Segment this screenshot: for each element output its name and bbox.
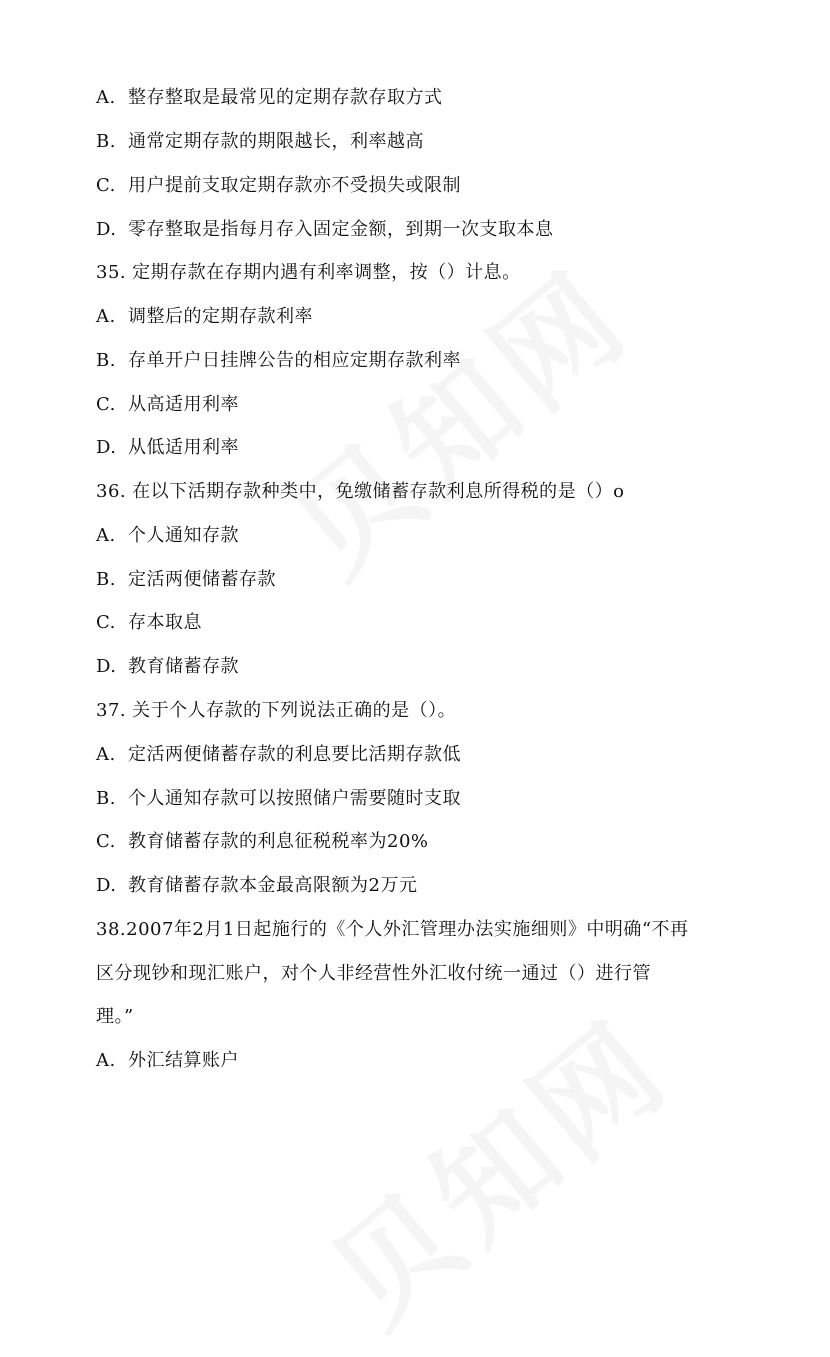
option-letter: A. (96, 744, 116, 765)
option-letter: A. (96, 1050, 116, 1071)
question-35 (96, 261, 521, 285)
option-text: 外汇结算账户 (128, 1050, 239, 1071)
option-letter: D. (96, 875, 117, 896)
option-line (96, 86, 443, 110)
option-text: 调整后的定期存款利率 (128, 306, 313, 327)
question-text: 定期存款在存期内遇有利率调整，按（）计息。 (132, 262, 521, 283)
option-text: 用户提前支取定期存款亦不受损失或限制 (128, 175, 461, 196)
watermark-bottom (290, 975, 699, 1357)
option-line (96, 349, 461, 373)
question-text: 在以下活期存款种类中，免缴储蓄存款利息所得税的是（）o (132, 481, 625, 502)
option-letter: C. (96, 612, 116, 633)
option-line (96, 1049, 239, 1073)
option-letter: D. (96, 656, 117, 677)
option-letter: B. (96, 788, 116, 809)
option-text: 教育储蓄存款 (128, 656, 239, 677)
option-line (96, 218, 554, 242)
option-text: 零存整取是指每月存入固定金额，到期一次支取本息 (128, 219, 554, 240)
option-letter: A. (96, 87, 116, 108)
option-line (96, 305, 313, 329)
option-line (96, 655, 239, 679)
option-text: 从高适用利率 (128, 394, 239, 415)
question-36 (96, 480, 624, 504)
option-line (96, 611, 202, 635)
option-text: 定活两便储蓄存款的利息要比活期存款低 (128, 744, 461, 765)
option-line (96, 393, 239, 417)
option-text: 存本取息 (128, 612, 202, 633)
option-line (96, 830, 429, 854)
question-38-line-3: 理。” (96, 1006, 134, 1027)
option-text: 从低适用利率 (128, 437, 239, 458)
option-letter: B. (96, 131, 116, 152)
question-text: 关于个人存款的下列说法正确的是（）。 (132, 700, 457, 721)
question-number: 37. (96, 700, 127, 721)
question-38-line-1: 38.2007年2月1日起施行的《个人外汇管理办法实施细则》中明确“不再 (96, 919, 689, 940)
option-text: 教育储蓄存款本金最高限额为2万元 (128, 875, 418, 896)
option-line (96, 568, 276, 592)
option-line (96, 130, 424, 154)
option-line (96, 174, 461, 198)
option-letter: D. (96, 437, 117, 458)
option-letter: A. (96, 306, 116, 327)
option-letter: B. (96, 350, 116, 371)
option-letter: C. (96, 831, 116, 852)
option-text: 个人通知存款 (128, 525, 239, 546)
option-text: 存单开户日挂牌公告的相应定期存款利率 (128, 350, 461, 371)
option-letter: D. (96, 219, 117, 240)
option-letter: B. (96, 569, 116, 590)
option-line (96, 436, 239, 460)
option-line (96, 524, 239, 548)
question-38-line-2: 区分现钞和现汇账户，对个人非经营性外汇收付统一通过（）进行管 (96, 963, 651, 984)
option-text: 定活两便储蓄存款 (128, 569, 276, 590)
option-text: 整存整取是最常见的定期存款存取方式 (128, 87, 443, 108)
question-number: 35. (96, 262, 127, 283)
question-37 (96, 699, 456, 723)
option-text: 教育储蓄存款的利息征税税率为20% (128, 831, 429, 852)
option-text: 通常定期存款的期限越长，利率越高 (128, 131, 424, 152)
option-line (96, 874, 417, 898)
question-number: 36. (96, 481, 127, 502)
option-text: 个人通知存款可以按照储户需要随时支取 (128, 788, 461, 809)
option-letter: C. (96, 175, 116, 196)
option-letter: C. (96, 394, 116, 415)
option-letter: A. (96, 525, 116, 546)
option-line (96, 787, 461, 811)
option-line (96, 743, 461, 767)
